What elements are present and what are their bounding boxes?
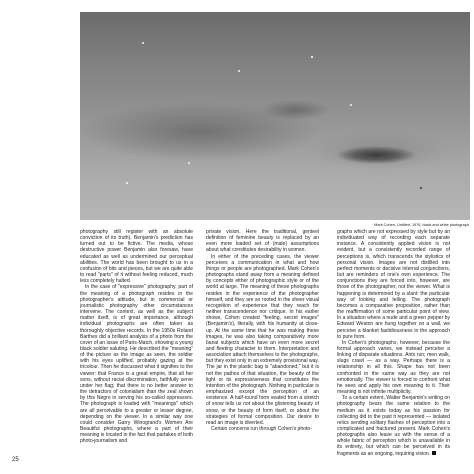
paragraph: private vision. Here the traditional, genteel definition of feminine beauty is replaced by an even more loaded set of (male) assumptions about what constitutes desirability in women. bbox=[206, 229, 319, 254]
end-mark-icon bbox=[432, 451, 436, 455]
photo-speck bbox=[311, 56, 313, 58]
page-number: 25 bbox=[12, 457, 19, 463]
paragraph: In Cohen's photographs, however, because the formal approach varies, we instead perceive a linking of disparate situations. Ants run; men walk, slugs crawl — as a way. Perhaps there is a relationship in all this. Shape has not been confronted in the same way as they are not emotionally. The viewer is forced to confront what he sees and apply his own meaning to it. Their meaning is not infinite multiplicity. bbox=[337, 339, 450, 396]
paragraph: In either of the preceding cases, the viewer perceives a communication in what and how things or people are photographed. Mark Cohen's photographs stand away from a meaning defined by concepts either of photographic style or of the world at large. The meaning of these photographs resides in the experience of the photographer himself, and they are so rooted in the sheer visual recognition of experience that they reach for neither transcendence nor critique. In his earlier shows, Cohen created "feeling, secret images" (Benjamin's), literally, with his humanity at close-up. At the same time that he was making these images, he was also taking comparatively more banal subjects which have an even more secret and fleeting character to them. Interpretation and association attach themselves to the photographs, but they exist only in an extremely provisional way. The jar in the plastic bag is "abandoned," but it is not the pathos of that situation, the beauty of the light or its expressiveness that constitutes the intention of the photograph. Nothing in particular is emphasized except the perception of an existence. A half-round form seated from a stretch of snow tells us not about the glistening beauty of snow, or the beauty of form itself, or about the strategies of formal composition. Our desire to read an image is diverted. bbox=[206, 253, 319, 426]
paragraph: In the case of "expressive" photography, part of the meaning of a photograph resides in the photographer's attitude, but in commercial or journalistic photography other circumstances intervene. The context, as well as the subject matter itself, is of great importance, although individual photographs are often taken as thoroughly objective records. In the 1950s Roland Barthes did a brilliant analysis of a photo from the cover of an issue of Paris-Match, showing a young black soldier saluting. He described the "meaning" of the picture as the image as seen, the soldier with his eyes uplifted, probably gazing at the tricolour. Then he discussed what it signifies to the viewer: that France is a great empire, that all her sons, without racial discrimination, faithfully serve under her flag; that there is no better answer to the detractors of colonialism than the zeal shown by this Negro in serving his so-called oppressors. The photograph is loaded with "meanings" which are all perceivable to a greater or lesser degree, depending on the viewer. In a similar way one could consider Garry Winogrand's Women Are Beautiful photographs, where a part of their meaning is located in the fact that partakes of both photo-journalism and bbox=[80, 284, 193, 445]
paragraph: Certain concerns run through Cohen's photo- bbox=[211, 426, 312, 432]
photo-caption: Mark Cohen, Untitled, 1976, black and white photograph. bbox=[374, 223, 470, 227]
photo-speck bbox=[188, 162, 190, 164]
paragraph bbox=[337, 395, 450, 457]
photo-speck bbox=[142, 42, 144, 44]
text-column-2 bbox=[206, 229, 319, 467]
photo-speck bbox=[350, 104, 352, 106]
text-column-1 bbox=[80, 229, 193, 467]
photo-speck bbox=[420, 187, 422, 189]
photo-speck bbox=[126, 182, 128, 184]
paragraph-text: To a certain extent, Walter Benjamin's writing on photography bears the same relation to the medium as it exists today as his passion for collecting did to the past it represented — isolated relics sending solitary flashes of perception into a complicated and fractured present. Mark Cohen's photographs also leave us with the sense of a whole fabric of perception which is unavailable in its entirety, but which can be perceived in its fragments as an ongoing, inquiring vision. bbox=[337, 395, 450, 457]
photo-speck bbox=[238, 70, 240, 72]
paragraph: graphs which are not expressed by style but by an individuated way of recording each separate instance. A consistently applied vision is not evident, but a consistently recorded range of perceptions is, which transcends the stylistics of personal vision. Images are not distilled into perfect moments or decisive internal conjunctions, but are reminders of one's own experience. The conjunctions they are forced into, however, are those of the photographer, not the viewer. What is happening is determined by a slant: the particular way of looking and telling. The photograph becomes a comparative proposition, rather than the reaffirmation of some particular point of view. In a situation where a nude and a green pepper by Edward Weston are hung together on a wall, we perceive a blanket fastidiousness in the approach to pure form. bbox=[337, 229, 450, 340]
text-column-3 bbox=[337, 229, 450, 467]
moonscape-photograph bbox=[80, 12, 470, 220]
paragraph: photography still register with an absolute conviction of its truth). Benjamin's prediction has turned out to be fictive. The media, whose destructive power Benjamin also foresaw, have educated as well as undermined our perceptual abilities. The world has been brought to us in a confusion of bits and pieces, but we are quite able to read "parts" of it without feeling reduced, much less completely halted. bbox=[80, 229, 193, 285]
